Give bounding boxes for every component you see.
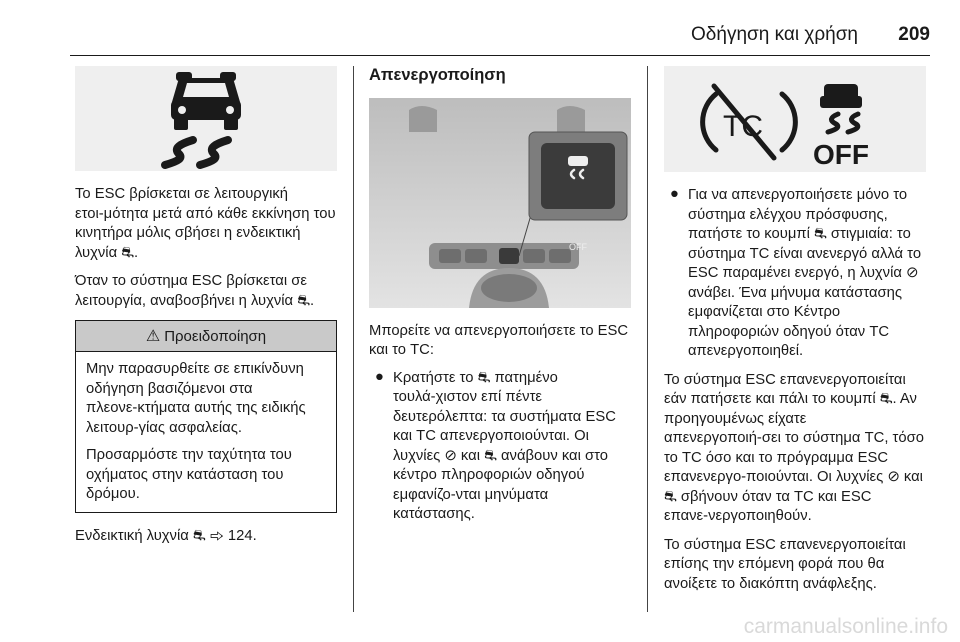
warning-title: Προειδοποίηση — [164, 327, 267, 345]
watermark: carmanualsonline.info — [743, 615, 948, 638]
column-left — [75, 66, 337, 546]
list-item — [369, 369, 631, 525]
column-right — [664, 66, 926, 594]
tc-icon-text: TC — [723, 110, 763, 143]
warning-header — [76, 321, 336, 352]
deactivation-intro: Μπορείτε να απενεργοποιήσετε το ESC και το TC: — [369, 322, 629, 358]
warning-triangle-icon: ⚠ — [145, 328, 161, 345]
warning-body — [76, 352, 336, 512]
column-divider — [647, 66, 648, 612]
column-middle — [369, 66, 631, 525]
indicator-reference: Ενδεικτική λυχνία ⛐ ⇨ 124. — [75, 527, 257, 544]
section-title-deactivation: Απενεργοποίηση — [369, 66, 506, 84]
deactivate-both-text: Κρατήστε το ⛐ πατημένο τουλά‑χιστον επί πέντε δευτερόλεπτα: τα συστήματα ESC και TC απενεργοποιούνται. Οι λυχνίες ⊘ και ⛐ ανάβουν και στο κέντρο πληροφοριών οδηγού εμφανίζο‑νται μηνύματα κατάστασης. — [393, 369, 616, 522]
ignition-reactivation-text: Το σύστημα ESC επανενεργοποιείται επίσης την επόμενη φορά που θα ανοίξετε το διακόπτη ανάφλεξης. — [664, 536, 906, 592]
esc-button-figure — [369, 98, 631, 308]
list-item — [664, 186, 926, 362]
esc-skid-car-icon — [75, 66, 337, 171]
esc-active-text: Όταν το σύστημα ESC βρίσκεται σε λειτουργία, αναβοσβήνει η λυχνία ⛐. — [75, 273, 315, 309]
header-title: Οδήγηση και χρήση — [691, 24, 858, 45]
warning-text-2: Προσαρμόστε την ταχύτητα του οχήματος στην κατάσταση του δρόμου. — [86, 447, 292, 502]
esc-lamp-figure — [75, 66, 337, 171]
tc-esc-off-figure — [664, 66, 926, 172]
esc-ready-text: Το ESC βρίσκεται σε λειτουργική ετοι‑μότητα μετά από κάθε εκκίνηση του κινητήρα μόλις σβήσει η ενδεικτική λυχνία ⛐. — [75, 186, 336, 261]
bullet-dot: ● — [375, 368, 384, 385]
esc-off-text: OFF — [813, 139, 869, 170]
warning-box — [75, 320, 337, 513]
deactivate-tc-text: Για να απενεργοποιήσετε μόνο το σύστημα ελέγχου πρόσφυσης, πατήστε το κουμπί ⛐ στιγμιαία: το σύστημα TC είναι ανενεργό αλλά το ESC παραμένει ενεργό, η λυχνία ⊘ ανάβει. Ένα μήνυμα κατάστασης εμφανίζεται στο Κέντρο πληροφοριών οδηγού όταν TC απενεργοποιηθεί. — [688, 187, 922, 359]
header-rule — [70, 55, 930, 56]
esc-off-icon — [813, 84, 869, 170]
column-divider — [353, 66, 354, 612]
bullet-dot: ● — [670, 186, 679, 202]
page-number: 209 — [898, 24, 930, 45]
warning-text-1: Μην παρασυρθείτε σε επικίνδυνη οδήγηση βασιζόμενοι στα πλεονε‑κτήματα αυτής της ειδικής λειτουρ‑γίας ασφαλείας. — [86, 361, 306, 436]
page-header — [0, 0, 960, 56]
center-console-illustration — [369, 98, 631, 308]
reactivation-text: Το σύστημα ESC επανενεργοποιείται εάν πατήσετε και πάλι το κουμπί ⛐. Αν προηγουμένως είχατε απενεργοποιή‑σει το σύστημα TC, τόσο το TC όσο και το πρόγραμμα ESC επανενεργο‑ποιούνται. Οι λυχνίες ⊘ και ⛐ σβήνουν όταν τα TC και ESC επανε‑νεργοποιηθούν. — [664, 371, 924, 524]
esc-button-off-label: OFF — [569, 242, 587, 252]
